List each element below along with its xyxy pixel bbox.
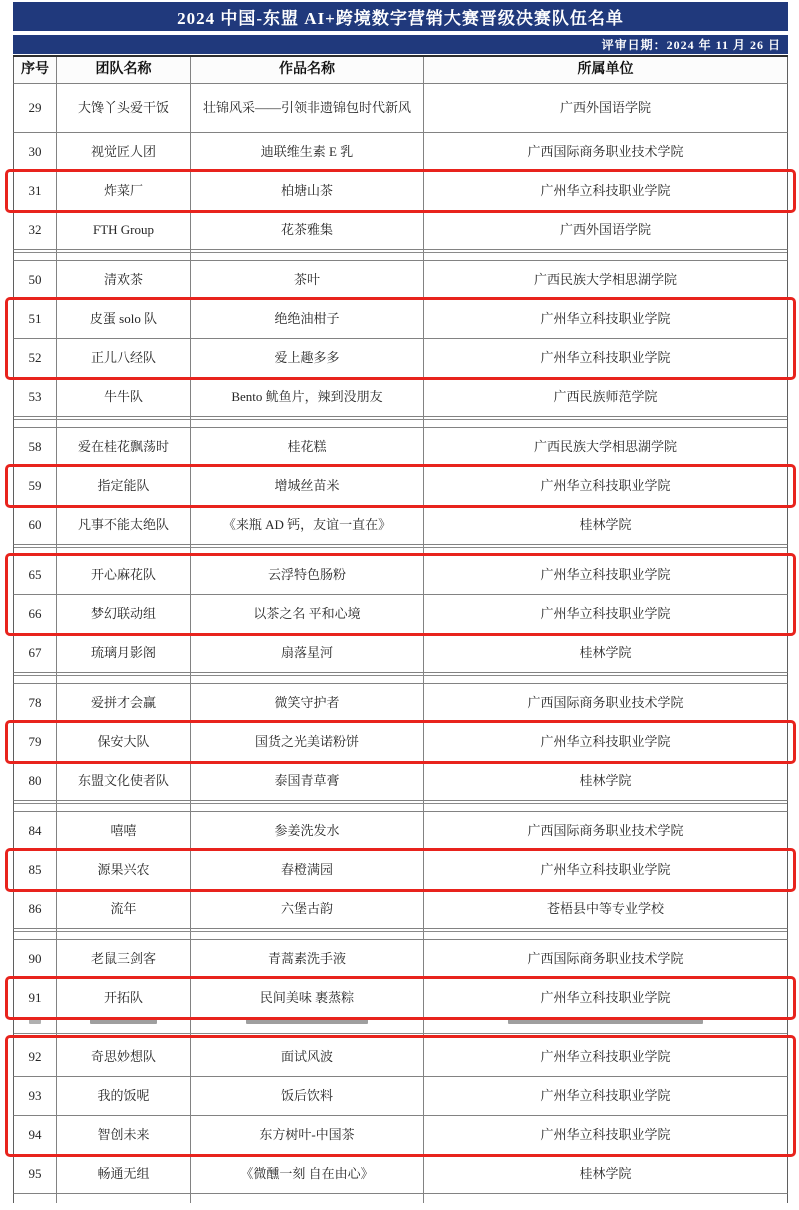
row-work-name: 云浮特色肠粉: [191, 556, 424, 594]
row-unit-name: 桂林学院: [579, 772, 632, 788]
table-row: [13, 300, 788, 339]
row-serial-number: [14, 545, 57, 555]
row-team-name: 大馋丫头爱干饭: [57, 84, 191, 132]
row-unit-name: 广西国际商务职业技术学院: [527, 694, 684, 710]
row-serial-number: 53: [14, 378, 57, 416]
row-work-name: [191, 929, 424, 939]
table-row: [13, 1038, 788, 1077]
row-serial-number: [14, 929, 57, 939]
row-work-name: 六堡古韵: [191, 890, 424, 928]
omitted-rows-separator: [13, 929, 788, 940]
row-team-name: [57, 545, 191, 555]
row-team-name: 凡事不能太绝队: [57, 506, 191, 544]
row-serial-number: 80: [14, 762, 57, 800]
omitted-rows-separator: [13, 417, 788, 428]
row-team-name: 爱在桂花飘荡时: [57, 428, 191, 466]
table-row: [13, 84, 788, 133]
table-row: [13, 890, 788, 929]
row-work-name: 扇落星河: [191, 634, 424, 672]
row-team-name: 流年: [57, 890, 191, 928]
row-team-name: 东盟文化使者队: [57, 762, 191, 800]
table-row: [13, 339, 788, 378]
table-row: [13, 684, 788, 723]
row-team-name: 正儿八经队: [57, 339, 191, 377]
row-work-name: 柏塘山茶: [191, 172, 424, 210]
table-row: [13, 634, 788, 673]
table-row: [13, 211, 788, 250]
table-row: [13, 979, 788, 1018]
row-unit-name: 广西民族师范学院: [553, 388, 658, 404]
page-title: 2024 中国-东盟 AI+跨境数字营销大赛晋级决赛队伍名单: [177, 9, 624, 28]
row-work-name: [191, 545, 424, 555]
row-team-name: 保安大队: [57, 723, 191, 761]
row-unit-name: [424, 673, 787, 683]
row-team-name: 老鼠三剑客: [57, 940, 191, 978]
row-serial-number: 78: [14, 684, 57, 722]
row-team-name: FTH Group: [57, 211, 191, 249]
row-unit-name: [424, 1194, 787, 1203]
row-team-name: 炸菜厂: [57, 172, 191, 210]
row-serial-number: 32: [14, 211, 57, 249]
row-serial-number: [14, 801, 57, 811]
row-work-name: [191, 801, 424, 811]
row-team-name: [57, 673, 191, 683]
row-unit-name: 广西民族大学相思湖学院: [533, 438, 677, 454]
row-team-name: 畅通无组: [57, 1155, 191, 1193]
row-serial-number: 67: [14, 634, 57, 672]
omitted-rows-separator: [13, 545, 788, 556]
column-header-team: 团队名称: [57, 57, 191, 83]
row-work-name: 绝绝油柑子: [191, 300, 424, 338]
row-work-name: 《微醺一刻 自在由心》: [191, 1155, 424, 1193]
table-row: [13, 723, 788, 762]
row-work-name: 面试风波: [191, 1038, 424, 1076]
row-serial-number: 86: [14, 890, 57, 928]
row-unit-name: [424, 1018, 787, 1037]
row-unit-name: 桂林学院: [579, 516, 632, 532]
table-row: [13, 1155, 788, 1194]
table-row: [13, 428, 788, 467]
row-team-name: 皮蛋 solo 队: [57, 300, 191, 338]
omitted-rows-separator: [13, 801, 788, 812]
row-team-name: 开心麻花队: [57, 556, 191, 594]
row-team-name: 奇思妙想队: [57, 1038, 191, 1076]
row-work-name: 民间美味 裹蒸粽: [191, 979, 424, 1017]
row-unit-name: 广州华立科技职业学院: [540, 1126, 671, 1142]
row-serial-number: 58: [14, 428, 57, 466]
row-work-name: 花茶雅集: [191, 211, 424, 249]
row-unit-name: 广州华立科技职业学院: [540, 1087, 671, 1103]
finalist-table: [13, 55, 788, 1203]
table-row: [13, 133, 788, 172]
table-body: [13, 84, 788, 1203]
row-serial-number: 29: [14, 84, 57, 132]
row-serial-number: 65: [14, 556, 57, 594]
row-work-name: [191, 417, 424, 427]
table-row: [13, 261, 788, 300]
row-unit-name: 桂林学院: [579, 644, 632, 660]
table-row: [13, 595, 788, 634]
omitted-rows-separator: [13, 1194, 788, 1203]
row-unit-name: 广州华立科技职业学院: [540, 310, 671, 326]
column-header-unit: 所属单位: [577, 62, 634, 78]
row-work-name: [191, 1194, 424, 1203]
row-serial-number: 51: [14, 300, 57, 338]
table-row: [13, 812, 788, 851]
row-work-name: [191, 673, 424, 683]
row-team-name: 我的饭呢: [57, 1077, 191, 1115]
row-unit-name: 广州华立科技职业学院: [540, 349, 671, 365]
row-work-name: [191, 250, 424, 260]
row-serial-number: 92: [14, 1038, 57, 1076]
row-unit-name: [424, 417, 787, 427]
row-serial-number: [14, 417, 57, 427]
table-row: [13, 851, 788, 890]
row-work-name: Bento 鱿鱼片，辣到没朋友: [191, 378, 424, 416]
row-work-name: [191, 1018, 424, 1037]
row-unit-name: 广州华立科技职业学院: [540, 566, 671, 582]
row-unit-name: 广州华立科技职业学院: [540, 477, 671, 493]
row-serial-number: 31: [14, 172, 57, 210]
row-team-name: 爱拼才会赢: [57, 684, 191, 722]
row-team-name: 牛牛队: [57, 378, 191, 416]
table-row: [13, 556, 788, 595]
table-row: [13, 172, 788, 211]
row-serial-number: 59: [14, 467, 57, 505]
row-work-name: 《来瓶 AD 钙，友谊一直在》: [191, 506, 424, 544]
row-unit-name: 广西外国语学院: [559, 221, 651, 237]
row-serial-number: 90: [14, 940, 57, 978]
omitted-rows-separator: [13, 250, 788, 261]
row-serial-number: 95: [14, 1155, 57, 1193]
row-serial-number: 79: [14, 723, 57, 761]
row-team-name: [57, 929, 191, 939]
row-unit-name: 广西外国语学院: [559, 99, 651, 115]
row-team-name: 指定能队: [57, 467, 191, 505]
row-unit-name: 广州华立科技职业学院: [540, 733, 671, 749]
row-work-name: 国货之光美诺粉饼: [191, 723, 424, 761]
row-work-name: 爱上趣多多: [191, 339, 424, 377]
table-row: [13, 940, 788, 979]
row-unit-name: 广州华立科技职业学院: [540, 605, 671, 621]
row-team-name: [57, 250, 191, 260]
row-team-name: 清欢茶: [57, 261, 191, 299]
row-team-name: 智创未来: [57, 1116, 191, 1154]
row-team-name: [57, 1018, 191, 1037]
table-row: [13, 467, 788, 506]
row-serial-number: 50: [14, 261, 57, 299]
row-serial-number: 52: [14, 339, 57, 377]
row-serial-number: 30: [14, 133, 57, 171]
omitted-rows-separator: [13, 673, 788, 684]
row-serial-number: [14, 673, 57, 683]
row-work-name: 壮锦风采——引领非遗锦包时代新风: [191, 84, 424, 132]
row-unit-name: 广州华立科技职业学院: [540, 182, 671, 198]
row-unit-name: 广州华立科技职业学院: [540, 989, 671, 1005]
row-team-name: 琉璃月影阁: [57, 634, 191, 672]
row-serial-number: [14, 1194, 57, 1203]
table-row: [13, 762, 788, 801]
table-row: [13, 506, 788, 545]
row-serial-number: [14, 250, 57, 260]
row-serial-number: 60: [14, 506, 57, 544]
row-work-name: 春橙满园: [191, 851, 424, 889]
row-work-name: 参姜洗发水: [191, 812, 424, 850]
row-work-name: 青蒿素洗手液: [191, 940, 424, 978]
row-serial-number: 85: [14, 851, 57, 889]
row-unit-name: 广西国际商务职业技术学院: [527, 950, 684, 966]
row-work-name: 增城丝苗米: [191, 467, 424, 505]
row-team-name: 源果兴农: [57, 851, 191, 889]
table-row: [13, 378, 788, 417]
row-unit-name: [424, 250, 787, 260]
row-work-name: 东方树叶-中国茶: [191, 1116, 424, 1154]
column-header-serial: 序号: [14, 57, 57, 83]
row-team-name: 梦幻联动组: [57, 595, 191, 633]
row-unit-name: [424, 801, 787, 811]
row-team-name: 开拓队: [57, 979, 191, 1017]
row-work-name: 微笑守护者: [191, 684, 424, 722]
row-serial-number: 94: [14, 1116, 57, 1154]
row-serial-number: 66: [14, 595, 57, 633]
document-title-bar: [13, 2, 788, 31]
row-work-name: 桂花糕: [191, 428, 424, 466]
omitted-rows-separator: [13, 1018, 788, 1038]
row-work-name: 泰国青草膏: [191, 762, 424, 800]
row-unit-name: 苍梧县中等专业学校: [546, 900, 664, 916]
table-header-row: [13, 57, 788, 84]
row-work-name: 以茶之名 平和心境: [191, 595, 424, 633]
row-unit-name: [424, 545, 787, 555]
row-unit-name: 桂林学院: [579, 1165, 632, 1181]
row-team-name: [57, 417, 191, 427]
row-work-name: 茶叶: [191, 261, 424, 299]
row-team-name: [57, 801, 191, 811]
table-row: [13, 1077, 788, 1116]
row-work-name: 饭后饮料: [191, 1077, 424, 1115]
row-unit-name: [424, 929, 787, 939]
row-unit-name: 广州华立科技职业学院: [540, 1048, 671, 1064]
row-serial-number: [14, 1018, 57, 1037]
row-unit-name: 广西国际商务职业技术学院: [527, 822, 684, 838]
row-serial-number: 84: [14, 812, 57, 850]
row-serial-number: 93: [14, 1077, 57, 1115]
row-unit-name: 广西国际商务职业技术学院: [527, 143, 684, 159]
column-header-work: 作品名称: [191, 57, 424, 83]
row-work-name: 迪联维生素 E 乳: [191, 133, 424, 171]
row-team-name: 嘻嘻: [57, 812, 191, 850]
row-unit-name: 广西民族大学相思湖学院: [533, 271, 677, 287]
row-unit-name: 广州华立科技职业学院: [540, 861, 671, 877]
row-serial-number: 91: [14, 979, 57, 1017]
review-date-label: 评审日期：2024 年 11 月 26 日: [601, 38, 781, 52]
row-team-name: 视觉匠人团: [57, 133, 191, 171]
review-date-bar: [13, 35, 788, 54]
table-row: [13, 1116, 788, 1155]
row-team-name: [57, 1194, 191, 1203]
